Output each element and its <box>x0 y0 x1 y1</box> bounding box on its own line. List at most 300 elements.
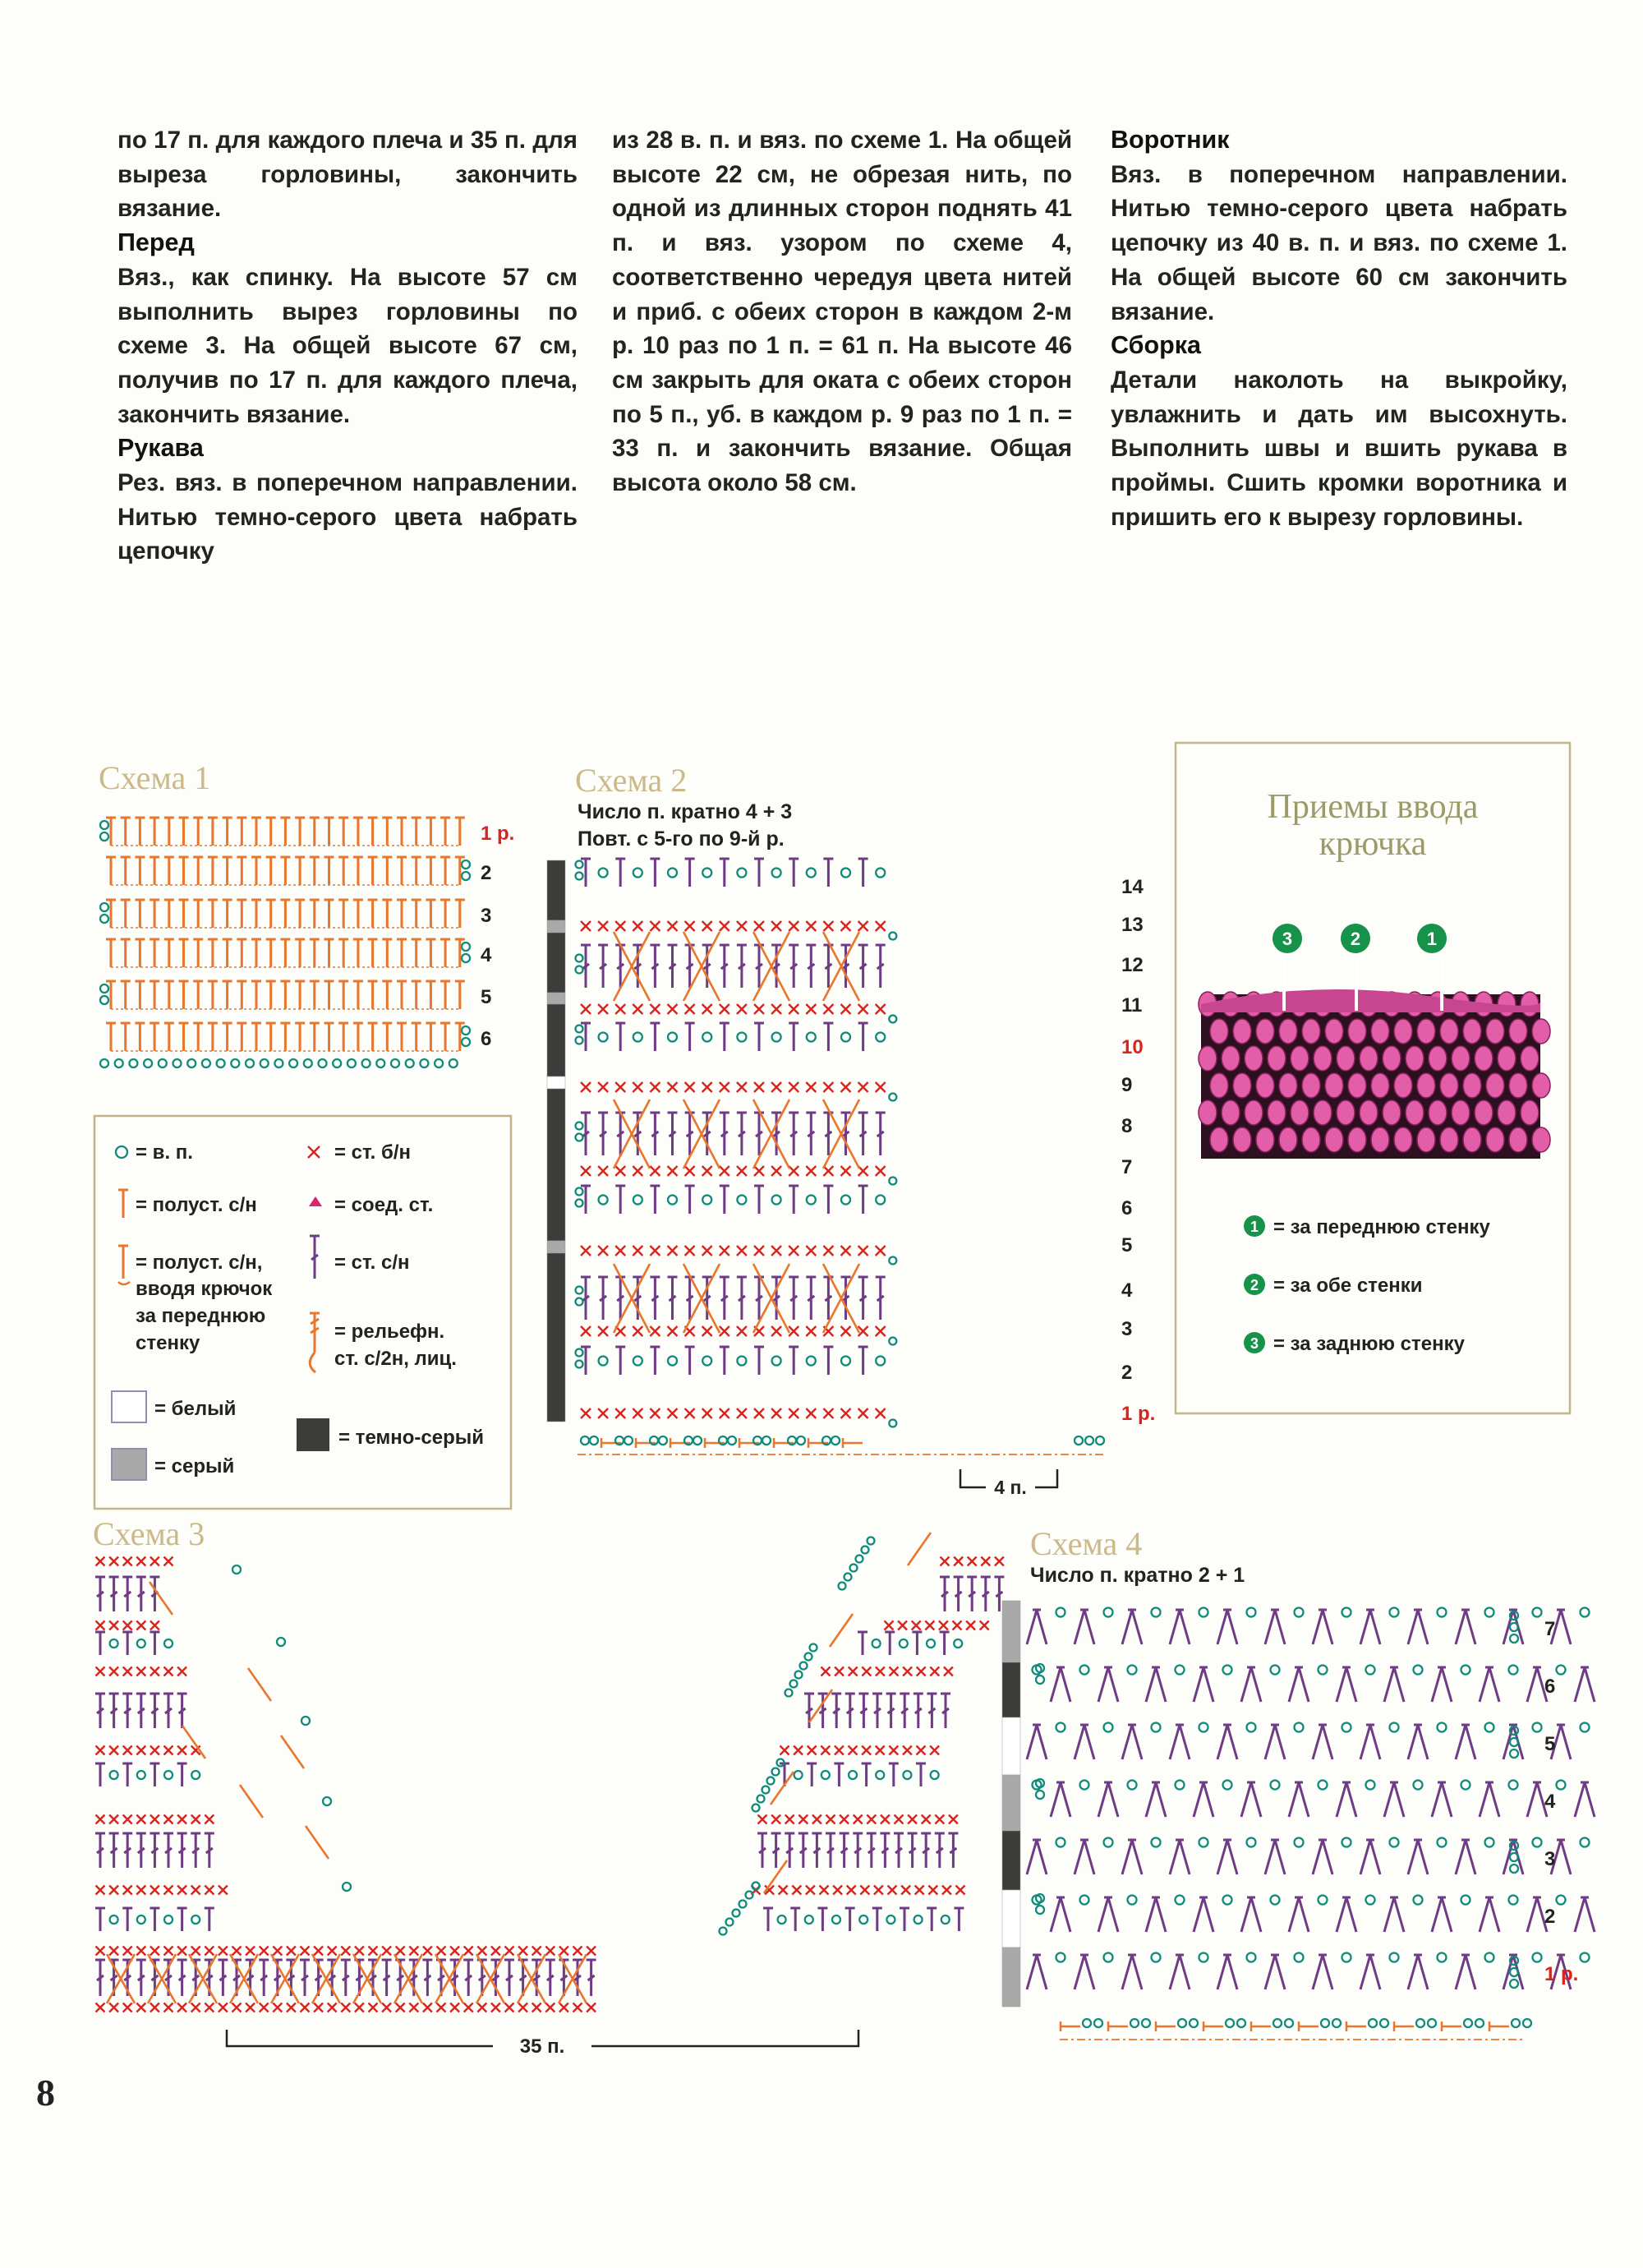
double-crochet-icon <box>927 1694 937 1728</box>
knit-loop <box>1486 1073 1504 1098</box>
single-crochet-icon <box>205 1947 214 1956</box>
relief-stitch-icon <box>908 1533 931 1565</box>
chain-stitch-icon <box>576 1287 583 1294</box>
row-number: 11 <box>1121 994 1143 1016</box>
chain-stitch-icon <box>1369 2019 1377 2027</box>
single-crochet-icon <box>96 1947 105 1956</box>
v-stitch-icon <box>1503 1955 1523 1989</box>
single-crochet-icon <box>915 1886 924 1895</box>
single-crochet-icon <box>615 1166 625 1176</box>
chain-stitch-icon <box>406 1059 414 1067</box>
foundation-mark-icon <box>739 1438 759 1448</box>
single-crochet-icon <box>928 1886 937 1895</box>
single-crochet-icon <box>123 1947 132 1956</box>
single-crochet-icon <box>581 1326 591 1336</box>
double-crochet-icon <box>668 945 678 988</box>
chain-stitch-icon <box>1533 1723 1542 1732</box>
legend-label: = ст. с/н <box>334 1252 410 1274</box>
single-crochet-icon <box>792 1886 801 1895</box>
half-double-crochet-icon <box>900 1908 909 1931</box>
double-crochet-icon <box>737 945 747 988</box>
half-double-crochet-icon <box>150 1023 159 1051</box>
knit-loop <box>1475 1046 1493 1071</box>
knit-loop <box>1279 1073 1297 1098</box>
v-stitch-icon <box>1217 1610 1237 1644</box>
single-crochet-icon <box>720 921 729 931</box>
chain-stitch-icon <box>1414 1666 1423 1675</box>
single-crochet-icon <box>806 1886 815 1895</box>
half-double-crochet-icon <box>251 857 261 885</box>
chain-stitch-icon <box>599 1196 608 1205</box>
half-double-crochet-icon <box>150 939 159 967</box>
chain-stitch-icon <box>333 1059 341 1067</box>
chain-stitch-icon <box>100 832 108 841</box>
single-crochet-icon <box>477 2003 486 2012</box>
double-crochet-icon <box>109 1833 119 1868</box>
chain-stitch-icon <box>702 1357 711 1366</box>
half-double-crochet-icon <box>720 1347 729 1375</box>
chain-stitch-icon <box>841 1033 850 1042</box>
half-double-crochet-icon <box>135 939 145 967</box>
v-stitch-icon <box>1408 1725 1428 1759</box>
knit-loop <box>1498 1046 1516 1071</box>
v-stitch-icon <box>1075 1610 1094 1644</box>
single-crochet-icon <box>273 2003 282 2012</box>
single-crochet-icon <box>581 1408 591 1418</box>
v-stitch-icon <box>1313 1610 1332 1644</box>
double-crochet-icon <box>598 1113 608 1155</box>
half-double-crochet-icon <box>754 1023 764 1051</box>
knit-loop <box>1233 1019 1251 1044</box>
half-double-crochet-icon <box>266 939 276 967</box>
knit-loop <box>1440 1019 1458 1044</box>
double-crochet-icon <box>95 1960 105 1996</box>
single-crochet-icon <box>164 2003 173 2012</box>
row-number: 3 <box>481 905 492 927</box>
chain-stitch-icon <box>202 1059 210 1067</box>
chain-stitch-icon <box>1036 1676 1044 1684</box>
half-double-crochet-icon <box>338 818 348 846</box>
chain-stitch-icon <box>187 1059 196 1067</box>
v-stitch-icon <box>1432 1782 1452 1817</box>
relief-stitch-icon <box>281 1736 304 1768</box>
chain-stitch-icon <box>1461 1781 1470 1790</box>
chain-stitch-icon <box>164 1639 173 1648</box>
half-double-crochet-icon <box>310 1023 320 1051</box>
half-double-crochet-icon <box>324 981 334 1009</box>
half-double-crochet-icon <box>754 859 764 887</box>
chain-stitch-icon <box>1485 1838 1494 1847</box>
color-stripe-segment <box>547 933 565 993</box>
scheme-2-note-multiple: Число п. кратно 4 + 3 <box>578 800 793 823</box>
chain-stitch-icon <box>100 821 108 829</box>
single-crochet-icon <box>409 1947 418 1956</box>
single-crochet-icon <box>876 1326 886 1336</box>
chain-stitch-icon <box>889 1094 896 1101</box>
chain-stitch-icon <box>737 1357 746 1366</box>
chain-stitch-icon <box>1557 1781 1566 1790</box>
number-badge-label: 2 <box>1250 1277 1259 1293</box>
chain-stitch-icon <box>1485 1953 1494 1962</box>
single-crochet-icon <box>382 2003 391 2012</box>
v-stitch-icon <box>1075 1725 1094 1759</box>
single-crochet-icon <box>615 1004 625 1014</box>
chain-stitch-icon <box>173 1059 182 1067</box>
single-crochet-icon <box>423 2003 432 2012</box>
chain-stitch-icon <box>1152 1953 1161 1962</box>
knit-loop <box>1233 1073 1251 1098</box>
chain-stitch-icon <box>435 1059 443 1067</box>
single-crochet-icon <box>944 1667 953 1676</box>
chain-stitch-icon <box>1414 1896 1423 1905</box>
single-crochet-icon <box>598 1246 608 1256</box>
foundation-mark-icon <box>1442 2021 1461 2031</box>
single-crochet-icon <box>150 1815 159 1824</box>
row-number: 4 <box>481 944 492 966</box>
single-crochet-icon <box>109 1947 118 1956</box>
half-double-crochet-icon <box>790 1908 800 1931</box>
chain-stitch-icon <box>720 1928 727 1935</box>
v-stitch-icon <box>1503 1840 1523 1874</box>
v-stitch-icon <box>1146 1897 1166 1932</box>
half-double-crochet-icon <box>927 1908 937 1931</box>
chain-stitch-icon <box>1223 1781 1232 1790</box>
knit-loop <box>1394 1073 1412 1098</box>
half-double-crochet-icon <box>862 1763 872 1786</box>
half-double-crochet-icon <box>440 1023 450 1051</box>
v-stitch-icon <box>1480 1667 1499 1702</box>
foundation-mark-icon <box>1299 2021 1319 2031</box>
chain-stitch-icon <box>1581 1953 1590 1962</box>
foundation-mark-icon <box>843 1438 863 1448</box>
chain-stitch-icon <box>931 1771 939 1779</box>
chain-stitch-icon <box>1104 1838 1113 1847</box>
single-crochet-icon <box>737 1326 747 1336</box>
double-crochet-icon <box>163 1833 173 1868</box>
half-double-crochet-icon <box>251 981 261 1009</box>
scheme-3-title: Схема 3 <box>93 1515 205 1552</box>
chain-stitch-icon <box>1533 1953 1542 1962</box>
half-double-crochet-icon <box>807 1763 817 1786</box>
chain-stitch-icon <box>1075 1436 1083 1445</box>
double-crochet-icon <box>650 1113 660 1155</box>
hook-item-label: = за заднюю стенку <box>1273 1333 1465 1355</box>
knit-loop <box>1521 1100 1539 1125</box>
chain-stitch-icon <box>1080 1666 1089 1675</box>
v-stitch-icon <box>1313 1955 1332 1989</box>
single-crochet-icon <box>754 921 764 931</box>
double-crochet-icon <box>720 945 729 988</box>
knit-loop <box>1394 1127 1412 1152</box>
single-crochet-icon <box>890 1667 899 1676</box>
single-crochet-icon <box>650 921 660 931</box>
single-crochet-icon <box>518 2003 527 2012</box>
double-crochet-icon <box>633 945 642 988</box>
single-crochet-icon <box>901 1886 910 1895</box>
double-crochet-icon <box>633 1277 642 1320</box>
single-crochet-icon <box>720 1082 729 1092</box>
color-stripe-segment <box>547 1253 565 1422</box>
chain-stitch-icon <box>1036 1791 1044 1799</box>
double-crochet-icon <box>798 1833 808 1868</box>
chain-stitch-icon <box>739 1901 747 1908</box>
v-stitch-icon <box>1027 1840 1047 1874</box>
half-double-crochet-icon <box>858 1632 868 1655</box>
double-crochet-icon <box>177 1833 187 1868</box>
chain-stitch-icon <box>1485 1608 1494 1617</box>
single-crochet-icon <box>96 1886 105 1895</box>
single-crochet-icon <box>177 1815 186 1824</box>
half-double-crochet-icon <box>954 1908 964 1931</box>
chain-stitch-icon <box>862 1547 869 1554</box>
chain-stitch-icon <box>941 1915 950 1924</box>
v-stitch-icon <box>1170 1610 1190 1644</box>
chain-stitch-icon <box>807 869 816 878</box>
chain-stitch-icon <box>876 1196 885 1205</box>
v-stitch-icon <box>1432 1897 1452 1932</box>
dark-gray-color-swatch <box>297 1418 329 1451</box>
chain-stitch-icon <box>191 1771 200 1779</box>
single-crochet-icon <box>615 1082 625 1092</box>
half-double-crochet-icon <box>164 900 174 928</box>
double-crochet-icon <box>880 1833 890 1868</box>
double-crochet-icon <box>867 1833 877 1868</box>
chain-stitch-icon <box>137 1639 145 1648</box>
double-crochet-icon <box>826 1833 835 1868</box>
legend <box>94 1116 511 1509</box>
chain-stitch-icon <box>702 1033 711 1042</box>
double-crochet-icon <box>218 1960 228 1996</box>
single-crochet-icon <box>532 1947 541 1956</box>
chain-stitch-icon <box>1237 2019 1245 2027</box>
relief-stitch-icon <box>310 1313 320 1372</box>
half-double-crochet-icon <box>324 818 334 846</box>
chain-stitch-icon <box>246 1059 254 1067</box>
chain-stitch-icon <box>1128 1666 1137 1675</box>
single-crochet-icon <box>737 921 747 931</box>
chain-stitch-icon <box>1581 1608 1590 1617</box>
chain-stitch-icon <box>1438 1723 1447 1732</box>
single-crochet-icon <box>587 1947 596 1956</box>
chain-stitch-icon <box>752 1805 760 1812</box>
single-crochet-icon <box>598 1082 608 1092</box>
single-crochet-icon <box>806 1004 816 1014</box>
scheme-3-grid <box>95 1533 1004 2058</box>
single-crochet-icon <box>96 1667 105 1676</box>
knit-loop <box>1417 1019 1435 1044</box>
double-crochet-icon <box>382 1960 392 1996</box>
double-crochet-icon <box>504 1960 514 1996</box>
chain-stitch-icon <box>737 869 746 878</box>
chain-stitch-icon <box>805 1653 812 1661</box>
legend-label: = темно-серый <box>338 1427 484 1449</box>
chain-stitch-icon <box>872 1639 881 1648</box>
chain-stitch-icon <box>1295 1723 1304 1732</box>
chain-stitch-icon <box>274 1059 283 1067</box>
row-number: 2 <box>1544 1906 1556 1928</box>
half-double-crochet-icon <box>338 900 348 928</box>
single-crochet-icon <box>867 1815 876 1824</box>
single-crochet-icon <box>477 1947 486 1956</box>
half-double-crochet-icon <box>382 1023 392 1051</box>
v-stitch-icon <box>1408 1840 1428 1874</box>
chain-stitch-icon <box>110 1915 118 1924</box>
half-double-crochet-icon <box>179 857 189 885</box>
half-double-crochet-icon <box>310 900 320 928</box>
v-stitch-icon <box>1456 1725 1475 1759</box>
single-crochet-icon <box>835 1746 844 1755</box>
half-double-crochet-icon <box>940 1632 950 1655</box>
single-crochet-icon <box>260 2003 269 2012</box>
chain-stitch-icon <box>100 915 108 923</box>
row-number: 1 р. <box>481 823 515 845</box>
chain-stitch-icon <box>1295 1953 1304 1962</box>
knit-loop <box>1279 1019 1297 1044</box>
half-double-crochet-icon <box>397 981 407 1009</box>
single-crochet-icon <box>96 1557 105 1566</box>
single-crochet-icon <box>123 1746 132 1755</box>
double-crochet-icon <box>886 1694 896 1728</box>
chain-stitch-icon <box>576 1298 583 1306</box>
single-crochet-icon <box>598 1004 608 1014</box>
single-crochet-icon <box>96 1815 105 1824</box>
foundation-mark-icon <box>1156 2021 1176 2031</box>
single-crochet-icon <box>876 1246 886 1256</box>
chain-stitch-icon <box>144 1059 152 1067</box>
half-double-crochet-icon <box>650 1347 660 1375</box>
chain-stitch-icon <box>100 984 108 993</box>
single-crochet-icon <box>136 1815 145 1824</box>
half-double-crochet-icon <box>834 1763 844 1786</box>
half-double-crochet-icon <box>150 818 159 846</box>
single-crochet-icon <box>876 1408 886 1418</box>
single-crochet-icon <box>164 1557 173 1566</box>
chain-stitch-icon <box>1366 1781 1375 1790</box>
double-crochet-icon <box>858 945 868 988</box>
single-crochet-icon <box>823 1004 833 1014</box>
chain-stitch-icon <box>633 1033 642 1042</box>
chain-stitch-icon <box>1056 1953 1065 1962</box>
knit-loop <box>1199 1100 1217 1125</box>
knit-loop <box>1463 1073 1481 1098</box>
half-double-crochet-icon <box>164 1023 174 1051</box>
single-crochet-icon <box>898 1621 907 1630</box>
double-crochet-icon <box>109 1577 119 1611</box>
half-double-crochet-icon <box>208 939 218 967</box>
chain-stitch-icon <box>599 869 608 878</box>
single-crochet-icon <box>789 1004 798 1014</box>
half-double-crochet-icon <box>324 1023 334 1051</box>
single-crochet-icon <box>917 1667 926 1676</box>
half-double-crochet-icon <box>179 981 189 1009</box>
single-crochet-icon <box>806 1408 816 1418</box>
chain-stitch-icon <box>850 1565 858 1572</box>
knit-loop <box>1256 1127 1274 1152</box>
single-crochet-icon <box>232 1947 242 1956</box>
double-crochet-icon <box>789 1113 798 1155</box>
half-double-crochet-icon <box>310 818 320 846</box>
chain-stitch-icon <box>1104 1953 1113 1962</box>
chain-stitch-icon <box>859 1915 868 1924</box>
knit-loop <box>1509 1019 1527 1044</box>
half-double-crochet-icon <box>368 981 378 1009</box>
v-stitch-icon <box>1217 1840 1237 1874</box>
chain-stitch-icon <box>1510 1634 1518 1643</box>
half-double-crochet-icon <box>208 818 218 846</box>
body-paragraph: Вяз., как спинку. На высоте 57 см выполнить вырез горловины по схеме 3. На общей высоте 67 см, получив по 17 п. для каждого плеча, закончить вязание. <box>117 263 578 428</box>
chain-stitch-icon <box>772 869 781 878</box>
scheme-1-grid <box>100 818 514 1067</box>
single-crochet-icon <box>136 2003 145 2012</box>
v-stitch-icon <box>1265 1725 1285 1759</box>
single-crochet-icon <box>849 1746 858 1755</box>
half-double-crochet-icon <box>823 1023 833 1051</box>
single-crochet-icon <box>150 1557 159 1566</box>
foundation-mark-icon <box>1108 2021 1128 2031</box>
half-double-crochet-icon <box>95 1908 105 1931</box>
half-double-crochet-icon <box>223 939 232 967</box>
chain-stitch-icon <box>1390 1608 1399 1617</box>
single-crochet-icon <box>808 1746 817 1755</box>
chain-stitch-icon <box>805 1915 813 1924</box>
chain-stitch-icon <box>1416 2019 1424 2027</box>
single-crochet-icon <box>355 2003 364 2012</box>
chain-stitch-icon <box>886 1915 895 1924</box>
chain-stitch-icon <box>1510 1749 1518 1758</box>
half-double-crochet-icon <box>135 900 145 928</box>
chain-stitch-icon <box>1190 2019 1198 2027</box>
v-stitch-icon <box>1051 1897 1070 1932</box>
double-crochet-icon <box>908 1833 918 1868</box>
half-double-crochet-icon <box>266 818 276 846</box>
foundation-mark-icon <box>1251 2021 1271 2031</box>
half-double-crochet-icon <box>106 1023 116 1051</box>
single-crochet-icon <box>885 1621 894 1630</box>
v-stitch-icon <box>1360 1610 1380 1644</box>
half-double-crochet-icon <box>426 981 435 1009</box>
single-crochet-icon <box>758 1815 767 1824</box>
half-double-crochet-icon <box>789 1347 798 1375</box>
half-double-crochet-icon <box>338 981 348 1009</box>
half-double-crochet-icon <box>763 1908 773 1931</box>
half-double-crochet-icon <box>650 1186 660 1214</box>
chain-stitch-icon <box>1581 1723 1590 1732</box>
chain-stitch-icon <box>1128 1896 1137 1905</box>
chain-stitch-icon <box>889 1420 896 1427</box>
legend-label: = белый <box>154 1398 237 1420</box>
chain-stitch-icon <box>868 1537 875 1545</box>
half-double-crochet-icon <box>845 1908 855 1931</box>
section-heading: Перед <box>117 228 195 257</box>
chain-stitch-icon <box>1273 2019 1282 2027</box>
chain-stitch-icon <box>737 1196 746 1205</box>
half-double-crochet-icon <box>223 857 232 885</box>
gray-color-swatch <box>112 1449 146 1480</box>
single-crochet-icon <box>789 1166 798 1176</box>
single-crochet-icon <box>771 921 781 931</box>
single-crochet-icon <box>559 1947 568 1956</box>
half-double-crochet-icon <box>324 900 334 928</box>
half-double-crochet-icon <box>251 900 261 928</box>
single-crochet-icon <box>956 1886 965 1895</box>
chain-stitch-icon <box>1199 1608 1208 1617</box>
chain-stitch-icon <box>914 1915 923 1924</box>
width-label: 35 п. <box>519 2035 565 2058</box>
single-crochet-icon <box>720 1408 729 1418</box>
single-crochet-icon <box>177 1886 186 1895</box>
single-crochet-icon <box>150 1947 159 1956</box>
single-crochet-icon <box>191 1947 200 1956</box>
